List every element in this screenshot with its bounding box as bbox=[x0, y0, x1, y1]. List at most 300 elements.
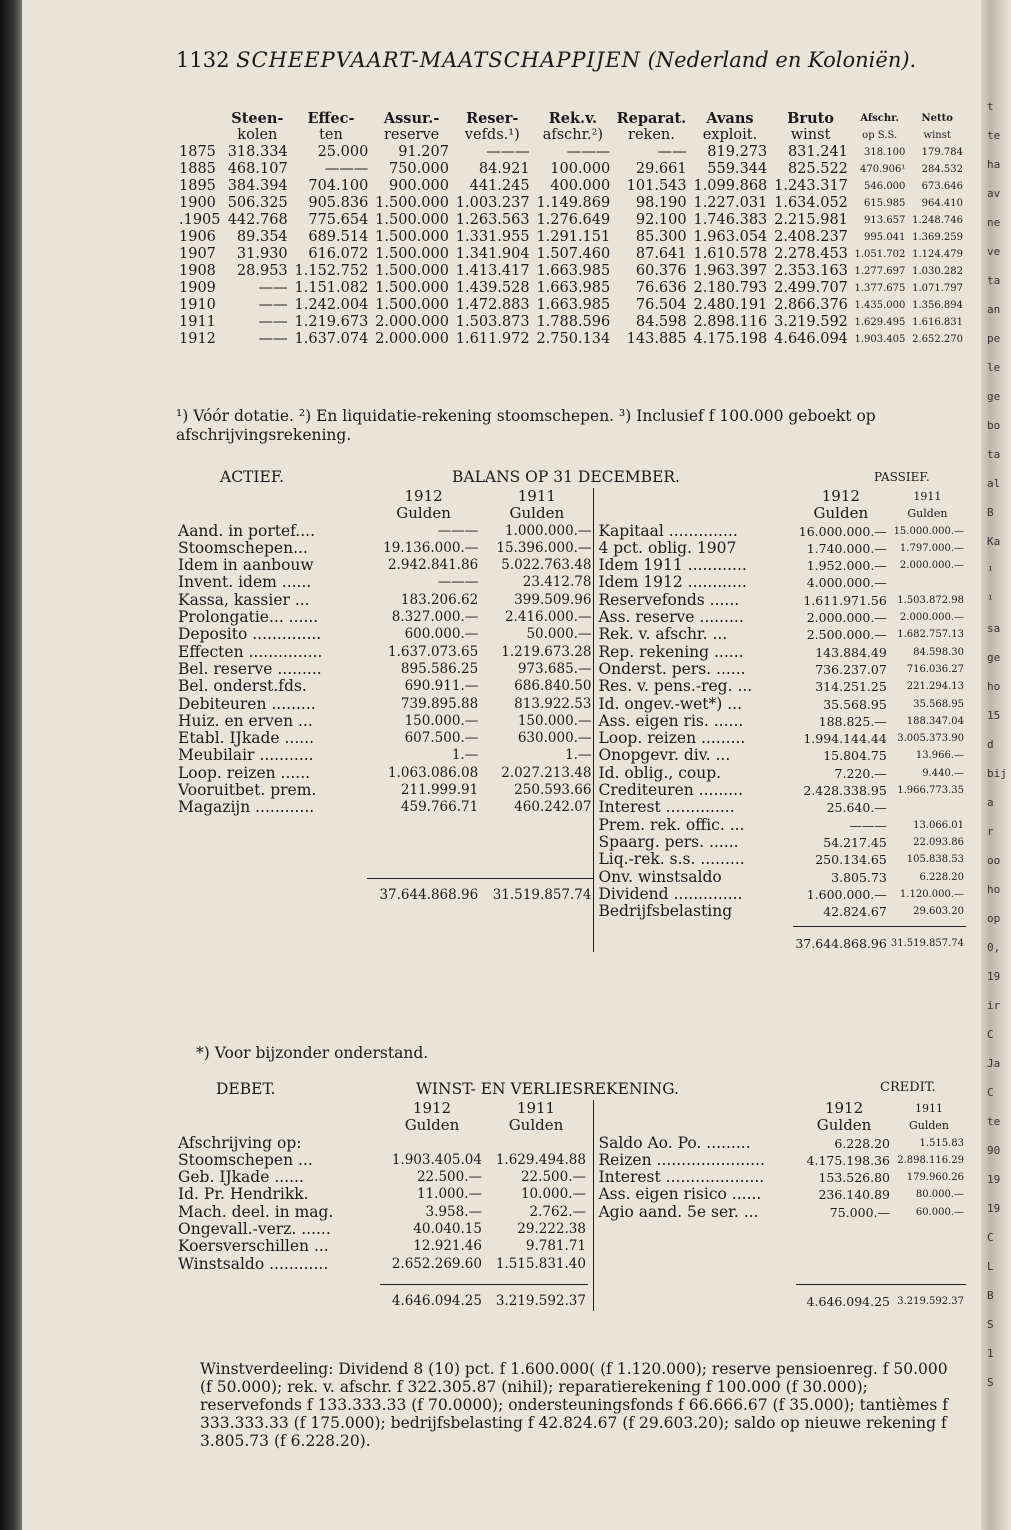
page-title: SCHEEPVAART-MAATSCHAPPIJEN bbox=[236, 48, 641, 72]
actief-row-1912: 183.206.62 bbox=[400, 591, 479, 608]
facing-page-fragment: ir bbox=[987, 999, 1001, 1012]
facing-page-fragment: op bbox=[987, 912, 1001, 925]
history-row bbox=[176, 195, 966, 212]
actief-row-1912: ——— bbox=[437, 574, 479, 591]
facing-page-fragment: oo bbox=[987, 854, 1001, 867]
history-cell: 1.500.000 bbox=[375, 246, 449, 262]
actief-row-1912: 600.000.— bbox=[404, 626, 479, 643]
actief-row bbox=[176, 782, 593, 799]
history-cell: —— bbox=[258, 297, 288, 313]
actief-row-1912: 895.586.25 bbox=[400, 660, 479, 677]
passief-row bbox=[596, 609, 966, 626]
history-cell: 143.885 bbox=[626, 331, 687, 347]
actief-row-label: Prolongatie... ...... bbox=[178, 608, 319, 627]
passief-row-1911 bbox=[889, 799, 966, 816]
debet-row-label: Winstsaldo ............ bbox=[178, 1254, 329, 1273]
history-cell: 28.953 bbox=[236, 263, 288, 279]
history-cell: 1.242.004 bbox=[294, 297, 369, 313]
passief-row-1912: 314.251.25 bbox=[815, 679, 887, 695]
credit-total-1911: 3.219.592.37 bbox=[892, 1284, 966, 1310]
history-year-header bbox=[176, 110, 224, 127]
credit-row bbox=[596, 1186, 966, 1203]
actief-row-1911: 686.840.50 bbox=[514, 678, 592, 695]
credit-row bbox=[596, 1204, 966, 1221]
credit-row-1912: 4.175.198.36 bbox=[806, 1152, 891, 1168]
history-cell: —— bbox=[657, 144, 687, 160]
credit-total-1912: 4.646.094.25 bbox=[796, 1284, 892, 1310]
history-cell: 964.410 bbox=[921, 198, 963, 209]
facing-page-fragment: 19 bbox=[987, 1202, 1001, 1215]
facing-page-fragment: an bbox=[987, 303, 1001, 316]
actief-row-label: Magazijn ............ bbox=[178, 798, 315, 817]
passief-row bbox=[596, 696, 966, 713]
debet-row-1911: 10.000.— bbox=[520, 1186, 586, 1203]
history-header-row bbox=[176, 110, 966, 127]
history-cell: 1.611.972 bbox=[455, 331, 530, 347]
history-cell: 1.507.460 bbox=[536, 246, 611, 262]
passief-row-label: Kapitaal .............. bbox=[598, 521, 738, 540]
facing-page-fragment: t bbox=[987, 100, 994, 113]
passief-row-1912: 7.220.— bbox=[834, 765, 887, 781]
passief-row bbox=[596, 903, 966, 920]
history-cell: 1.413.417 bbox=[455, 263, 530, 279]
credit-row-label: Saldo Ao. Po. ......... bbox=[598, 1133, 751, 1152]
history-col-sub: ten bbox=[319, 127, 343, 143]
history-cell: 1.277.697 bbox=[854, 266, 906, 277]
history-cell: 1.663.985 bbox=[536, 280, 611, 296]
history-row bbox=[176, 297, 966, 314]
history-cell: 4.175.198 bbox=[693, 331, 768, 347]
history-col-head: Bruto bbox=[787, 110, 834, 127]
history-cell: 1.377.675 bbox=[854, 283, 906, 294]
history-cell: 318.100 bbox=[864, 147, 906, 158]
history-cell: 91.207 bbox=[398, 144, 449, 160]
history-cell: 2.180.793 bbox=[693, 280, 768, 296]
history-cell: 1.276.649 bbox=[536, 212, 611, 228]
history-cell: 546.000 bbox=[864, 181, 906, 192]
passief-row bbox=[596, 869, 966, 886]
passief-row-label: Onopgevr. div. ... bbox=[598, 746, 731, 765]
actief-row-1911: 50.000.— bbox=[526, 626, 592, 643]
history-cell: 1.616.831 bbox=[912, 317, 963, 328]
facing-page-fragment: 0, bbox=[987, 941, 1001, 954]
actief-total-1912: 37.644.868.96 bbox=[367, 879, 480, 905]
actief-column bbox=[176, 488, 594, 952]
facing-page-fragment: te bbox=[987, 1115, 1001, 1128]
year-1911: 1911 bbox=[913, 490, 942, 503]
history-cell: —— bbox=[258, 331, 288, 347]
actief-row-1911: 399.509.96 bbox=[514, 591, 592, 608]
actief-row-label: Bel. onderst.fds. bbox=[178, 677, 307, 696]
history-cell: 2.278.453 bbox=[774, 246, 848, 262]
actief-row bbox=[176, 747, 593, 764]
facing-page-fragment: S bbox=[987, 1318, 994, 1331]
credit-row bbox=[596, 1152, 966, 1169]
passief-row-1912: 4.000.000.— bbox=[806, 575, 887, 591]
facing-page-fragment: ve bbox=[987, 245, 1001, 258]
history-cell: 704.100 bbox=[308, 178, 369, 194]
history-cell: 831.241 bbox=[787, 144, 848, 160]
unit-label: Gulden bbox=[396, 504, 451, 523]
debet-row-label: Afschrijving op: bbox=[178, 1133, 302, 1152]
passief-row-label: Spaarg. pers. ...... bbox=[598, 832, 739, 851]
passief-row-label: Onderst. pers. ...... bbox=[598, 659, 746, 678]
passief-row-1911: 188.347.04 bbox=[906, 715, 964, 727]
facing-page-fragment: 1 bbox=[987, 1347, 994, 1360]
history-cell: 1.435.000 bbox=[854, 300, 906, 311]
facing-page-fragment: pe bbox=[987, 332, 1001, 345]
unit-label: Gulden bbox=[816, 1116, 872, 1135]
passief-row-1912: ——— bbox=[849, 817, 887, 833]
actief-row-label: Vooruitbet. prem. bbox=[178, 781, 317, 800]
history-footnote: ¹) Vóór dotatie. ²) En liquidatie-rekening stoomschepen. ³) Inclusief f 100.000 geboekt op afschrijvingsrekening. bbox=[176, 407, 876, 444]
passief-row bbox=[596, 834, 966, 851]
history-cell: 2.898.116 bbox=[693, 314, 768, 330]
history-cell: 905.836 bbox=[308, 195, 369, 211]
passief-row bbox=[596, 713, 966, 730]
passief-row bbox=[596, 523, 966, 540]
passief-row-label: Interest .............. bbox=[598, 798, 735, 817]
credit-row-1911: 179.960.26 bbox=[906, 1172, 964, 1184]
history-col-sub: afschr.²) bbox=[542, 127, 604, 143]
history-cell: 2.215.981 bbox=[774, 212, 848, 228]
passief-row-1911 bbox=[889, 574, 966, 591]
passief-total-1911: 31.519.857.74 bbox=[889, 926, 966, 952]
actief-row-1911: 2.027.213.48 bbox=[501, 764, 592, 781]
history-cell: 2.499.707 bbox=[774, 280, 848, 296]
history-cell: 1.219.673 bbox=[294, 314, 369, 330]
passief-row-label: Dividend .............. bbox=[598, 884, 743, 903]
actief-row-1912: 690.911.— bbox=[404, 678, 479, 695]
passief-row-1912: 1.611.971.56 bbox=[803, 592, 887, 608]
credit-row-1911: 80.000.— bbox=[915, 1189, 964, 1201]
facing-page-fragment: 15 bbox=[987, 709, 1001, 722]
history-cell: 506.325 bbox=[227, 195, 288, 211]
history-cell: 1.341.904 bbox=[455, 246, 530, 262]
history-cell: 98.190 bbox=[635, 195, 687, 211]
history-cell: 25.000 bbox=[317, 144, 369, 160]
passief-row-1911: 1.120.000.— bbox=[899, 888, 964, 900]
actief-row bbox=[176, 730, 593, 747]
passief-row bbox=[596, 886, 966, 903]
passief-row bbox=[596, 851, 966, 868]
history-cell: 442.768 bbox=[227, 212, 288, 228]
actief-row-1912: 1.063.086.08 bbox=[388, 764, 479, 781]
history-cell: 84.921 bbox=[478, 161, 530, 177]
actief-row-1911: 250.593.66 bbox=[514, 782, 592, 799]
history-cell: 995.041 bbox=[864, 232, 906, 243]
debet-row-label: Id. Pr. Hendrikk. bbox=[178, 1185, 309, 1204]
year-1912: 1912 bbox=[821, 487, 860, 505]
history-cell: 1.356.894 bbox=[912, 300, 963, 311]
actief-row-1911: 15.396.000.— bbox=[496, 539, 592, 556]
history-cell: 92.100 bbox=[635, 212, 687, 228]
history-row bbox=[176, 314, 966, 331]
history-cell: 85.300 bbox=[635, 229, 687, 245]
passief-row-1912: 736.237.07 bbox=[815, 661, 887, 677]
history-cell: 1.151.082 bbox=[294, 280, 369, 296]
history-cell: 441.245 bbox=[469, 178, 530, 194]
actief-row-1911: 813.922.53 bbox=[514, 695, 592, 712]
passief-row-label: Liq.-rek. s.s. ......... bbox=[598, 850, 745, 869]
facing-page-fragment: ha bbox=[987, 158, 1001, 171]
passief-row-1912: 54.217.45 bbox=[823, 834, 887, 850]
history-cell: 87.641 bbox=[635, 246, 687, 262]
passief-row-1912: 250.134.65 bbox=[815, 852, 887, 868]
passief-row-1912: 1.740.000.— bbox=[806, 540, 887, 556]
debet-row bbox=[176, 1256, 588, 1273]
facing-page-fragment: al bbox=[987, 477, 1001, 490]
actief-row-1912: 150.000.— bbox=[404, 712, 479, 729]
history-table bbox=[176, 110, 966, 348]
history-row bbox=[176, 178, 966, 195]
history-cell: 1.152.752 bbox=[294, 263, 369, 279]
passief-row-label: Idem 1911 ............ bbox=[598, 556, 747, 575]
history-col-head: Avans bbox=[706, 110, 754, 127]
passief-row-1912: 25.640.— bbox=[826, 800, 887, 816]
facing-page-fragment: Ka bbox=[987, 535, 1001, 548]
actief-row-1911: 150.000.— bbox=[517, 712, 592, 729]
facing-page-fragment: B bbox=[987, 506, 994, 519]
history-cell: 2.866.376 bbox=[774, 297, 848, 313]
facing-page-fragment: B bbox=[987, 1289, 994, 1302]
passief-row bbox=[596, 661, 966, 678]
passief-row-label: Bedrijfsbelasting bbox=[598, 902, 733, 921]
debet-row-1912: 12.921.46 bbox=[413, 1238, 482, 1255]
history-cell: 3.219.592 bbox=[774, 314, 848, 330]
facing-page-fragment: r bbox=[987, 825, 994, 838]
actief-row-1912: 459.766.71 bbox=[400, 799, 479, 816]
history-year: 1895 bbox=[179, 178, 216, 194]
passief-row-label: Idem 1912 ............ bbox=[598, 573, 747, 592]
history-cell: 1.500.000 bbox=[375, 263, 449, 279]
actief-row-1911: 630.000.— bbox=[517, 730, 592, 747]
history-col-sub: op S.S. bbox=[862, 130, 898, 141]
passief-row bbox=[596, 574, 966, 591]
history-cell: 1.788.596 bbox=[536, 314, 611, 330]
actief-row-1911: 1.000.000.— bbox=[504, 522, 592, 539]
debet-row-1912: 22.500.— bbox=[416, 1169, 482, 1186]
history-cell: 2.750.134 bbox=[536, 331, 611, 347]
actief-row bbox=[176, 592, 593, 609]
actief-row-label: Huiz. en erven ... bbox=[178, 711, 313, 730]
actief-row-1911: 1.219.673.28 bbox=[501, 643, 592, 660]
credit-row-label: Agio aand. 5e ser. ... bbox=[598, 1202, 759, 1221]
history-cell: 1.500.000 bbox=[375, 297, 449, 313]
history-year: 1906 bbox=[179, 229, 216, 245]
wv-heading bbox=[176, 1080, 966, 1100]
passief-row-1912: 16.000.000.— bbox=[798, 523, 887, 539]
history-cell: 2.353.163 bbox=[774, 263, 848, 279]
history-row bbox=[176, 263, 966, 280]
passief-row bbox=[596, 644, 966, 661]
facing-page-fragment: bij bbox=[987, 767, 1007, 780]
debet-row-label: Mach. deel. in mag. bbox=[178, 1202, 334, 1221]
year-1911: 1911 bbox=[915, 1102, 943, 1115]
history-cell: 1.963.397 bbox=[693, 263, 768, 279]
actief-row-1911: 2.416.000.— bbox=[504, 609, 592, 626]
history-cell: 775.654 bbox=[308, 212, 369, 228]
history-row bbox=[176, 161, 966, 178]
history-row bbox=[176, 246, 966, 263]
history-cell: 750.000 bbox=[388, 161, 449, 177]
facing-page-fragment: C bbox=[987, 1086, 994, 1099]
facing-page-fragment: ¹ bbox=[987, 564, 994, 577]
history-cell: 1.003.237 bbox=[455, 195, 530, 211]
passief-row-label: Rep. rekening ...... bbox=[598, 642, 744, 661]
history-cell: 1.500.000 bbox=[375, 212, 449, 228]
facing-page-fragment: ho bbox=[987, 680, 1001, 693]
history-cell: 1.099.868 bbox=[693, 178, 768, 194]
actief-row-1912: 19.136.000.— bbox=[383, 539, 479, 556]
debet-row-label: Ongevall.-verz. ...... bbox=[178, 1220, 331, 1239]
credit-row bbox=[596, 1169, 966, 1186]
history-cell: 1.369.259 bbox=[912, 232, 963, 243]
history-cell: —— bbox=[258, 280, 288, 296]
facing-page-fragment: ne bbox=[987, 216, 1001, 229]
facing-page-fragment: S bbox=[987, 1376, 994, 1389]
history-year: 1900 bbox=[179, 195, 216, 211]
passief-row bbox=[596, 730, 966, 747]
passief-row-1911: 6.228.20 bbox=[919, 871, 964, 883]
debet-row-1911: 2.762.— bbox=[529, 1203, 586, 1220]
history-cell: ——— bbox=[486, 144, 530, 160]
passief-row-1911: 84.598.30 bbox=[913, 646, 964, 658]
history-cell: 2.408.237 bbox=[774, 229, 848, 245]
history-col-head: Reser- bbox=[466, 110, 519, 127]
history-cell: 179.784 bbox=[921, 147, 963, 158]
history-cell: 559.344 bbox=[707, 161, 768, 177]
passief-heading: PASSIEF. bbox=[874, 470, 930, 484]
history-cell: 2.480.191 bbox=[693, 297, 768, 313]
debet-row bbox=[176, 1135, 588, 1152]
passief-row-1912: 143.884.49 bbox=[815, 644, 887, 660]
profit-loss-account bbox=[176, 1080, 966, 1311]
history-col-sub: exploit. bbox=[702, 127, 758, 143]
debet-row bbox=[176, 1204, 588, 1221]
actief-row-1912: 211.999.91 bbox=[400, 782, 479, 799]
actief-row bbox=[176, 574, 593, 591]
actief-row-label: Invent. idem ...... bbox=[178, 573, 312, 592]
history-cell: 384.394 bbox=[227, 178, 288, 194]
facing-page-fragment: ta bbox=[987, 448, 1001, 461]
actief-row bbox=[176, 626, 593, 643]
passief-row bbox=[596, 678, 966, 695]
debet-row-1912 bbox=[380, 1135, 484, 1152]
credit-row-1912: 153.526.80 bbox=[818, 1170, 891, 1186]
page-subtitle: (Nederland en Koloniën). bbox=[647, 48, 917, 72]
actief-row bbox=[176, 661, 593, 678]
history-col-sub: reken. bbox=[628, 127, 675, 143]
debet-row-label: Stoomschepen ... bbox=[178, 1150, 313, 1169]
credit-row-1912: 236.140.89 bbox=[818, 1187, 891, 1203]
unit-label: Gulden bbox=[509, 504, 565, 523]
wv-title: WINST- EN VERLIESREKENING. bbox=[416, 1080, 679, 1098]
history-cell: 84.598 bbox=[635, 314, 687, 330]
actief-row-1911: 460.242.07 bbox=[514, 799, 592, 816]
history-col-head: Netto bbox=[921, 113, 953, 124]
actief-row-label: Kassa, kassier ... bbox=[178, 590, 310, 609]
facing-page-edge bbox=[981, 0, 1011, 1530]
actief-row bbox=[176, 696, 593, 713]
passief-row-1912: 2.500.000.— bbox=[806, 627, 887, 643]
history-cell: 1.030.282 bbox=[912, 266, 963, 277]
history-col-head: Rek.v. bbox=[548, 110, 598, 127]
passief-row-1911: 22.093.86 bbox=[913, 836, 964, 848]
balance-heading bbox=[176, 468, 966, 488]
passief-row-1911: 13.066.01 bbox=[913, 819, 964, 831]
unit-label: Gulden bbox=[813, 504, 869, 523]
facing-page-fragment: a bbox=[987, 796, 994, 809]
history-cell: 616.072 bbox=[308, 246, 369, 262]
actief-heading: ACTIEF. bbox=[220, 468, 285, 486]
debet-row-1912: 1.903.405.04 bbox=[391, 1151, 482, 1168]
facing-page-fragment: C bbox=[987, 1028, 994, 1041]
passief-row-label: Id. ongev.-wet*) ... bbox=[598, 694, 743, 713]
debet-row-1911: 9.781.71 bbox=[525, 1238, 586, 1255]
actief-total-1911: 31.519.857.74 bbox=[480, 879, 593, 905]
debet-total-1911: 3.219.592.37 bbox=[484, 1285, 588, 1311]
history-cell: 1.663.985 bbox=[536, 297, 611, 313]
actief-row-1911: 1.— bbox=[565, 747, 592, 764]
facing-page-fragment: bo bbox=[987, 419, 1001, 432]
history-cell: ——— bbox=[324, 161, 369, 177]
passief-row-label: Ass. eigen ris. ...... bbox=[598, 711, 744, 730]
history-cell: 2.652.270 bbox=[912, 334, 963, 345]
history-year-subheader bbox=[176, 127, 224, 144]
profit-distribution: Winstverdeeling: Dividend 8 (10) pct. f 1.600.000( (f 1.120.000); reserve pensioenreg. f 50.000 (f 50.000); rek. v. afschr. f 322.305.87 (nihil); reparatierekening f 100.000 (f 30.000); reservefonds f 133.333.33 (f 70.0000); ondersteuningsfonds f 66.666.67 (f 35.000); tantièmes f 333.333.33 (f 175.000); bedrijfsbelasting f 42.824.67 (f 29.603.20); saldo op nieuwe rekening f 3.805.73 (f 6.228.20). bbox=[200, 1360, 948, 1450]
history-cell: 1.903.405 bbox=[854, 334, 906, 345]
passief-row-label: Ass. reserve ......... bbox=[598, 608, 744, 627]
history-cell: 1.051.702 bbox=[854, 249, 906, 260]
debet-row-1911: 29.222.38 bbox=[517, 1221, 586, 1238]
passief-total-1912: 37.644.868.96 bbox=[793, 926, 889, 952]
balance-sheet bbox=[176, 468, 966, 952]
history-cell: 2.000.000 bbox=[375, 314, 449, 330]
passief-row bbox=[596, 557, 966, 574]
facing-page-fragment: sa bbox=[987, 622, 1001, 635]
history-cell: 1.500.000 bbox=[375, 195, 449, 211]
actief-row bbox=[176, 557, 593, 574]
book-spine-shadow bbox=[0, 0, 22, 1530]
balance-footnote: *) Voor bijzonder onderstand. bbox=[196, 1044, 429, 1062]
actief-row bbox=[176, 523, 593, 540]
history-cell: 1.503.873 bbox=[455, 314, 530, 330]
debet-row bbox=[176, 1238, 588, 1255]
passief-row bbox=[596, 799, 966, 816]
history-year: .1905 bbox=[179, 212, 221, 228]
history-col-head: Reparat. bbox=[616, 110, 687, 127]
credit-row-label: Reizen ...................... bbox=[598, 1150, 765, 1169]
history-cell: ——— bbox=[566, 144, 611, 160]
history-cell: 819.273 bbox=[707, 144, 768, 160]
history-cell: 76.504 bbox=[635, 297, 687, 313]
passief-row bbox=[596, 782, 966, 799]
debet-row-1911 bbox=[484, 1135, 588, 1152]
year-1912: 1912 bbox=[404, 487, 443, 505]
actief-row bbox=[176, 540, 593, 557]
passief-row-1911: 35.568.95 bbox=[913, 698, 964, 710]
credit-heading: CREDIT. bbox=[880, 1080, 936, 1095]
debet-row bbox=[176, 1152, 588, 1169]
history-col-head: Steen- bbox=[231, 110, 284, 127]
actief-row-1911: 5.022.763.48 bbox=[501, 557, 592, 574]
actief-row-label: Stoomschepen... bbox=[178, 538, 308, 557]
credit-row-label: Interest .................... bbox=[598, 1168, 765, 1187]
history-cell: 400.000 bbox=[550, 178, 611, 194]
debet-row-1912: 3.958.— bbox=[425, 1203, 482, 1220]
actief-row-1912: 1.— bbox=[451, 747, 479, 764]
